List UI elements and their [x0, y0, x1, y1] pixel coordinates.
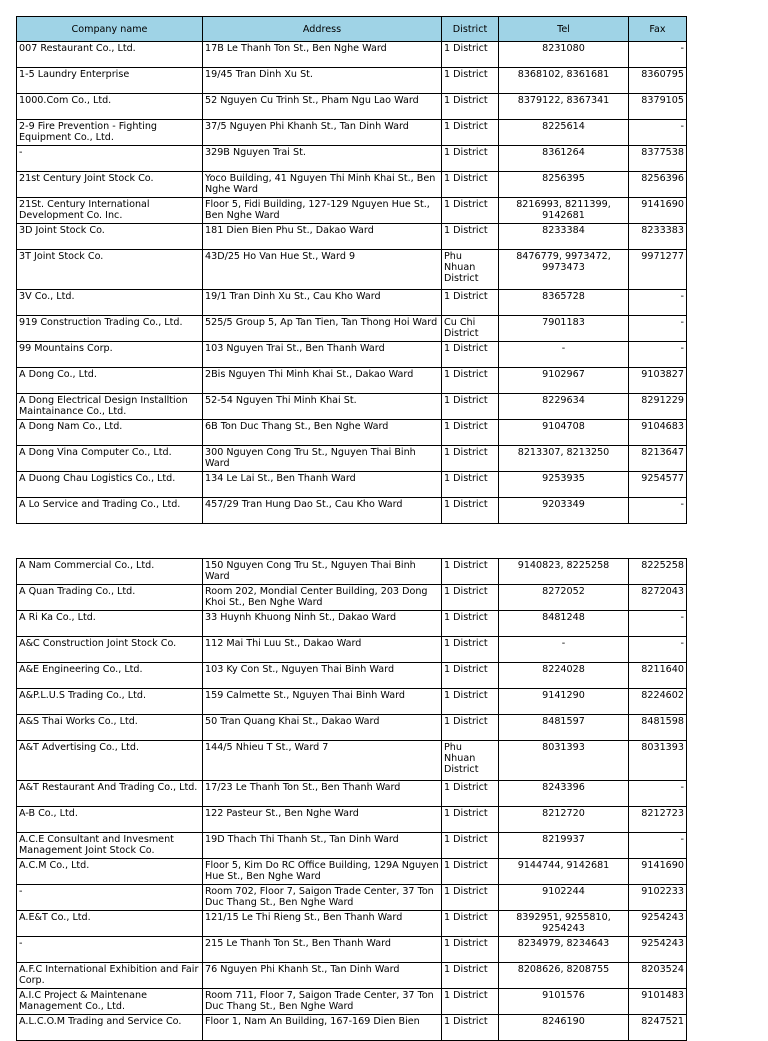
- table-row: [17, 833, 687, 859]
- cell-address: 33 Huynh Khuong Ninh St., Dakao Ward: [203, 611, 442, 637]
- cell-district: 1 District: [442, 446, 499, 472]
- table-row: [17, 989, 687, 1015]
- cell-tel: 8212720: [499, 807, 629, 833]
- table-row: [17, 68, 687, 94]
- cell-tel: 9102967: [499, 368, 629, 394]
- cell-company: A Nam Commercial Co., Ltd.: [17, 559, 203, 585]
- cell-tel: 8481248: [499, 611, 629, 637]
- table-row: [17, 420, 687, 446]
- cell-company: A.F.C International Exhibition and Fair Corp.: [17, 963, 203, 989]
- cell-district: 1 District: [442, 637, 499, 663]
- cell-fax: 8481598: [629, 715, 687, 741]
- cell-district: 1 District: [442, 342, 499, 368]
- cell-address: 76 Nguyen Phi Khanh St., Tan Dinh Ward: [203, 963, 442, 989]
- cell-address: Yoco Building, 41 Nguyen Thi Minh Khai St., Ben Nghe Ward: [203, 172, 442, 198]
- table-row: [17, 689, 687, 715]
- table-row: [17, 859, 687, 885]
- cell-district: 1 District: [442, 172, 499, 198]
- cell-company: A.C.M Co., Ltd.: [17, 859, 203, 885]
- table-row: [17, 250, 687, 290]
- table-row: [17, 94, 687, 120]
- cell-district: 1 District: [442, 859, 499, 885]
- cell-tel: 9102244: [499, 885, 629, 911]
- cell-address: 6B Ton Duc Thang St., Ben Nghe Ward: [203, 420, 442, 446]
- cell-company: A Dong Electrical Design Installtion Maintainance Co., Ltd.: [17, 394, 203, 420]
- cell-fax: 8256396: [629, 172, 687, 198]
- cell-district: 1 District: [442, 611, 499, 637]
- cell-tel: 9101576: [499, 989, 629, 1015]
- table-row: [17, 224, 687, 250]
- cell-address: 2Bis Nguyen Thi Minh Khai St., Dakao Ward: [203, 368, 442, 394]
- cell-fax: -: [629, 833, 687, 859]
- cell-company: A&T Advertising Co., Ltd.: [17, 741, 203, 781]
- cell-district: 1 District: [442, 937, 499, 963]
- cell-address: 150 Nguyen Cong Tru St., Nguyen Thai Binh Ward: [203, 559, 442, 585]
- cell-company: 007 Restaurant Co., Ltd.: [17, 42, 203, 68]
- table-row: [17, 42, 687, 68]
- cell-tel: 9203349: [499, 498, 629, 524]
- cell-tel: 7901183: [499, 316, 629, 342]
- cell-tel: 8243396: [499, 781, 629, 807]
- cell-fax: 8211640: [629, 663, 687, 689]
- table-row: [17, 585, 687, 611]
- cell-company: 3D Joint Stock Co.: [17, 224, 203, 250]
- cell-tel: 8379122, 8367341: [499, 94, 629, 120]
- cell-company: -: [17, 885, 203, 911]
- cell-tel: 8225614: [499, 120, 629, 146]
- cell-fax: -: [629, 342, 687, 368]
- table-row: [17, 368, 687, 394]
- cell-company: A Dong Co., Ltd.: [17, 368, 203, 394]
- cell-tel: 8208626, 8208755: [499, 963, 629, 989]
- table-row: [17, 446, 687, 472]
- cell-district: 1 District: [442, 663, 499, 689]
- table-row: [17, 963, 687, 989]
- cell-address: 19/45 Tran Dinh Xu St.: [203, 68, 442, 94]
- table-row: [17, 781, 687, 807]
- cell-company: A Quan Trading Co., Ltd.: [17, 585, 203, 611]
- cell-company: -: [17, 146, 203, 172]
- cell-district: 1 District: [442, 368, 499, 394]
- company-table-1: [16, 16, 687, 524]
- table-row: [17, 559, 687, 585]
- cell-address: 19/1 Tran Dinh Xu St., Cau Kho Ward: [203, 290, 442, 316]
- table-row: [17, 937, 687, 963]
- cell-district: 1 District: [442, 715, 499, 741]
- cell-tel: 8256395: [499, 172, 629, 198]
- cell-company: 21st Century Joint Stock Co.: [17, 172, 203, 198]
- cell-district: 1 District: [442, 585, 499, 611]
- cell-fax: 8272043: [629, 585, 687, 611]
- cell-tel: 8213307, 8213250: [499, 446, 629, 472]
- cell-fax: 9104683: [629, 420, 687, 446]
- cell-address: 17B Le Thanh Ton St., Ben Nghe Ward: [203, 42, 442, 68]
- header-address: Address: [203, 17, 442, 42]
- cell-fax: 9254577: [629, 472, 687, 498]
- cell-fax: 9141690: [629, 198, 687, 224]
- cell-district: 1 District: [442, 472, 499, 498]
- cell-district: 1 District: [442, 420, 499, 446]
- cell-district: 1 District: [442, 68, 499, 94]
- cell-company: A&C Construction Joint Stock Co.: [17, 637, 203, 663]
- cell-fax: 8031393: [629, 741, 687, 781]
- cell-company: 919 Construction Trading Co., Ltd.: [17, 316, 203, 342]
- cell-fax: 8360795: [629, 68, 687, 94]
- cell-address: 525/5 Group 5, Ap Tan Tien, Tan Thong Hoi Ward: [203, 316, 442, 342]
- cell-company: A.I.C Project & Maintenane Management Co., Ltd.: [17, 989, 203, 1015]
- header-fax: Fax: [629, 17, 687, 42]
- cell-district: 1 District: [442, 394, 499, 420]
- cell-fax: -: [629, 781, 687, 807]
- cell-address: 215 Le Thanh Ton St., Ben Thanh Ward: [203, 937, 442, 963]
- cell-tel: 8031393: [499, 741, 629, 781]
- cell-address: Room 702, Floor 7, Saigon Trade Center, 37 Ton Duc Thang St., Ben Nghe Ward: [203, 885, 442, 911]
- cell-company: A Lo Service and Trading Co., Ltd.: [17, 498, 203, 524]
- cell-fax: -: [629, 120, 687, 146]
- cell-fax: 9101483: [629, 989, 687, 1015]
- table-row: [17, 198, 687, 224]
- table-row: [17, 741, 687, 781]
- cell-address: 122 Pasteur St., Ben Nghe Ward: [203, 807, 442, 833]
- table-row: [17, 663, 687, 689]
- cell-fax: -: [629, 316, 687, 342]
- cell-address: 121/15 Le Thi Rieng St., Ben Thanh Ward: [203, 911, 442, 937]
- cell-fax: 8379105: [629, 94, 687, 120]
- cell-address: 17/23 Le Thanh Ton St., Ben Thanh Ward: [203, 781, 442, 807]
- cell-address: 300 Nguyen Cong Tru St., Nguyen Thai Binh Ward: [203, 446, 442, 472]
- cell-district: 1 District: [442, 94, 499, 120]
- header-tel: Tel: [499, 17, 629, 42]
- cell-address: 19D Thach Thi Thanh St., Tan Dinh Ward: [203, 833, 442, 859]
- cell-district: 1 District: [442, 689, 499, 715]
- cell-address: 329B Nguyen Trai St.: [203, 146, 442, 172]
- cell-company: A.E&T Co., Ltd.: [17, 911, 203, 937]
- cell-address: Floor 5, Kim Do RC Office Building, 129A Nguyen Hue St., Ben Nghe Ward: [203, 859, 442, 885]
- table-row: [17, 120, 687, 146]
- cell-address: Floor 1, Nam An Building, 167-169 Dien Bien: [203, 1015, 442, 1041]
- cell-district: Phu Nhuan District: [442, 250, 499, 290]
- cell-fax: 8377538: [629, 146, 687, 172]
- cell-tel: 8233384: [499, 224, 629, 250]
- cell-company: A-B Co., Ltd.: [17, 807, 203, 833]
- cell-company: A Duong Chau Logistics Co., Ltd.: [17, 472, 203, 498]
- cell-tel: 8229634: [499, 394, 629, 420]
- cell-fax: 8247521: [629, 1015, 687, 1041]
- cell-fax: -: [629, 498, 687, 524]
- table-row: [17, 611, 687, 637]
- cell-company: A Dong Vina Computer Co., Ltd.: [17, 446, 203, 472]
- table-row: [17, 172, 687, 198]
- cell-tel: 8365728: [499, 290, 629, 316]
- cell-district: 1 District: [442, 224, 499, 250]
- cell-district: Cu Chi District: [442, 316, 499, 342]
- cell-address: 144/5 Nhieu T St., Ward 7: [203, 741, 442, 781]
- cell-tel: 8216993, 8211399, 9142681: [499, 198, 629, 224]
- table-row: [17, 637, 687, 663]
- cell-company: A Dong Nam Co., Ltd.: [17, 420, 203, 446]
- cell-address: 112 Mai Thi Luu St., Dakao Ward: [203, 637, 442, 663]
- cell-tel: 9140823, 8225258: [499, 559, 629, 585]
- cell-district: 1 District: [442, 559, 499, 585]
- table-row: [17, 715, 687, 741]
- cell-district: 1 District: [442, 833, 499, 859]
- header-district: District: [442, 17, 499, 42]
- cell-company: A.C.E Consultant and Invesment Management Joint Stock Co.: [17, 833, 203, 859]
- cell-district: 1 District: [442, 498, 499, 524]
- cell-tel: 8224028: [499, 663, 629, 689]
- table-row: [17, 342, 687, 368]
- cell-district: Phu Nhuan District: [442, 741, 499, 781]
- cell-address: 52 Nguyen Cu Trinh St., Pham Ngu Lao Ward: [203, 94, 442, 120]
- cell-tel: 9141290: [499, 689, 629, 715]
- cell-fax: 9254243: [629, 937, 687, 963]
- cell-address: Room 711, Floor 7, Saigon Trade Center, 37 Ton Duc Thang St., Ben Nghe Ward: [203, 989, 442, 1015]
- cell-company: A Ri Ka Co., Ltd.: [17, 611, 203, 637]
- table-row: [17, 807, 687, 833]
- table-row: [17, 316, 687, 342]
- cell-district: 1 District: [442, 989, 499, 1015]
- cell-tel: 8234979, 8234643: [499, 937, 629, 963]
- cell-address: 43D/25 Ho Van Hue St., Ward 9: [203, 250, 442, 290]
- cell-tel: -: [499, 637, 629, 663]
- cell-address: 134 Le Lai St., Ben Thanh Ward: [203, 472, 442, 498]
- cell-company: A&P.L.U.S Trading Co., Ltd.: [17, 689, 203, 715]
- cell-fax: 9102233: [629, 885, 687, 911]
- table-header-row: [17, 17, 687, 42]
- cell-company: 3T Joint Stock Co.: [17, 250, 203, 290]
- cell-fax: 9971277: [629, 250, 687, 290]
- table-row: [17, 472, 687, 498]
- table-row: [17, 911, 687, 937]
- cell-fax: -: [629, 42, 687, 68]
- cell-company: A&S Thai Works Co., Ltd.: [17, 715, 203, 741]
- cell-fax: 8225258: [629, 559, 687, 585]
- cell-company: 99 Mountains Corp.: [17, 342, 203, 368]
- cell-tel: 8246190: [499, 1015, 629, 1041]
- header-company: Company name: [17, 17, 203, 42]
- cell-tel: -: [499, 342, 629, 368]
- cell-tel: 8361264: [499, 146, 629, 172]
- cell-fax: 8212723: [629, 807, 687, 833]
- cell-fax: 8233383: [629, 224, 687, 250]
- cell-address: Room 202, Mondial Center Building, 203 Dong Khoi St., Ben Nghe Ward: [203, 585, 442, 611]
- cell-tel: 8231080: [499, 42, 629, 68]
- cell-district: 1 District: [442, 290, 499, 316]
- cell-district: 1 District: [442, 1015, 499, 1041]
- cell-company: A&T Restaurant And Trading Co., Ltd.: [17, 781, 203, 807]
- cell-district: 1 District: [442, 807, 499, 833]
- cell-company: A&E Engineering Co., Ltd.: [17, 663, 203, 689]
- cell-district: 1 District: [442, 120, 499, 146]
- cell-tel: 8219937: [499, 833, 629, 859]
- cell-tel: 9253935: [499, 472, 629, 498]
- table-row: [17, 498, 687, 524]
- cell-tel: 8476779, 9973472, 9973473: [499, 250, 629, 290]
- cell-fax: 9141690: [629, 859, 687, 885]
- cell-tel: 8368102, 8361681: [499, 68, 629, 94]
- table-row: [17, 394, 687, 420]
- cell-company: 3V Co., Ltd.: [17, 290, 203, 316]
- cell-tel: 9144744, 9142681: [499, 859, 629, 885]
- cell-district: 1 District: [442, 963, 499, 989]
- cell-address: 103 Nguyen Trai St., Ben Thanh Ward: [203, 342, 442, 368]
- cell-fax: 9103827: [629, 368, 687, 394]
- cell-company: 1000.Com Co., Ltd.: [17, 94, 203, 120]
- cell-district: 1 District: [442, 885, 499, 911]
- table-row: [17, 1015, 687, 1041]
- cell-tel: 8272052: [499, 585, 629, 611]
- cell-address: 52-54 Nguyen Thi Minh Khai St.: [203, 394, 442, 420]
- cell-address: 37/5 Nguyen Phi Khanh St., Tan Dinh Ward: [203, 120, 442, 146]
- cell-fax: 8224602: [629, 689, 687, 715]
- cell-address: 457/29 Tran Hung Dao St., Cau Kho Ward: [203, 498, 442, 524]
- table-row: [17, 290, 687, 316]
- cell-company: A.L.C.O.M Trading and Service Co.: [17, 1015, 203, 1041]
- cell-address: Floor 5, Fidi Building, 127-129 Nguyen Hue St., Ben Nghe Ward: [203, 198, 442, 224]
- cell-district: 1 District: [442, 146, 499, 172]
- cell-address: 50 Tran Quang Khai St., Dakao Ward: [203, 715, 442, 741]
- cell-district: 1 District: [442, 911, 499, 937]
- cell-tel: 9104708: [499, 420, 629, 446]
- cell-district: 1 District: [442, 198, 499, 224]
- cell-fax: -: [629, 611, 687, 637]
- cell-district: 1 District: [442, 781, 499, 807]
- cell-fax: 8203524: [629, 963, 687, 989]
- cell-tel: 8481597: [499, 715, 629, 741]
- table-row: [17, 885, 687, 911]
- cell-company: 2-9 Fire Prevention - Fighting Equipment Co., Ltd.: [17, 120, 203, 146]
- cell-address: 159 Calmette St., Nguyen Thai Binh Ward: [203, 689, 442, 715]
- cell-fax: 8291229: [629, 394, 687, 420]
- cell-company: 1-5 Laundry Enterprise: [17, 68, 203, 94]
- cell-fax: -: [629, 637, 687, 663]
- cell-address: 181 Dien Bien Phu St., Dakao Ward: [203, 224, 442, 250]
- cell-tel: 8392951, 9255810, 9254243: [499, 911, 629, 937]
- cell-company: 21St. Century International Development Co. Inc.: [17, 198, 203, 224]
- cell-fax: -: [629, 290, 687, 316]
- table-row: [17, 146, 687, 172]
- cell-address: 103 Ky Con St., Nguyen Thai Binh Ward: [203, 663, 442, 689]
- cell-company: -: [17, 937, 203, 963]
- cell-fax: 8213647: [629, 446, 687, 472]
- company-table-2: [16, 558, 687, 1041]
- cell-fax: 9254243: [629, 911, 687, 937]
- cell-district: 1 District: [442, 42, 499, 68]
